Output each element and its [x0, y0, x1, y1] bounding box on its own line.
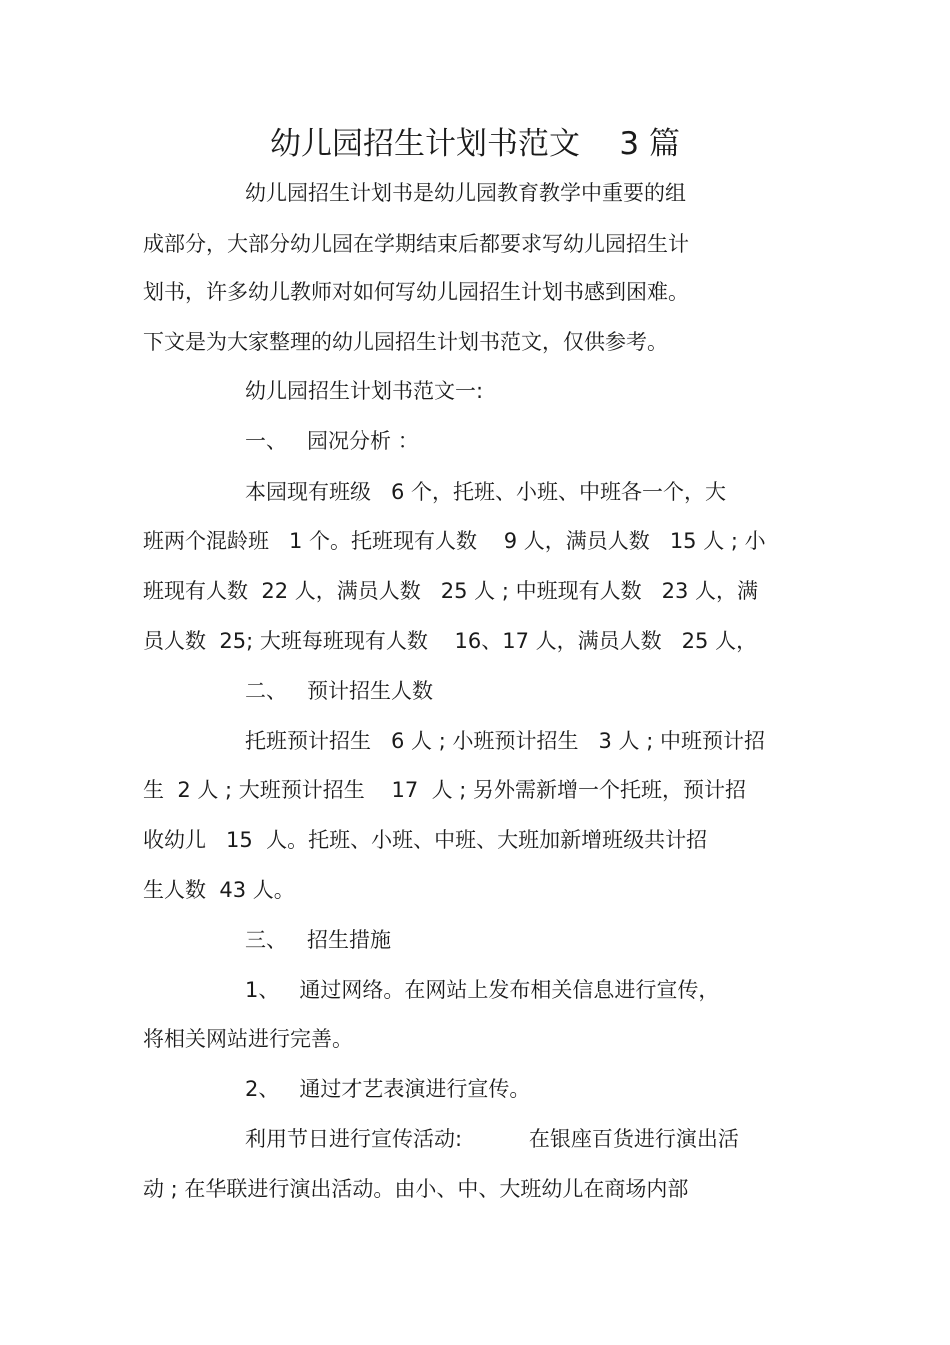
paragraph-line: 划书，许多幼儿教师对如何写幼儿园招生计划书感到困难。 [143, 280, 689, 304]
paragraph-line: 成部分，大部分幼儿园在学期结束后都要求写幼儿园招生计 [143, 232, 689, 256]
paragraph-line: 动 ; 在华联进行演出活动。由小、中、大班幼儿在商场内部 [143, 1177, 689, 1201]
paragraph-line: 下文是为大家整理的幼儿园招生计划书范文，仅供参考。 [143, 330, 668, 354]
list-item: 2、 通过才艺表演进行宣传。 [245, 1077, 531, 1101]
paragraph-line: 利用节日进行宣传活动: 在银座百货进行演出活 [245, 1127, 739, 1151]
document-title: 幼儿园招生计划书范文 3 篇 [270, 126, 680, 162]
paragraph-line: 将相关网站进行完善。 [143, 1027, 353, 1051]
paragraph-line: 幼儿园招生计划书是幼儿园教育教学中重要的组 [245, 181, 686, 205]
paragraph-line: 班现有人数 22 人，满员人数 25 人 ; 中班现有人数 23 人，满 [143, 579, 759, 603]
list-item: 1、 通过网络。在网站上发布相关信息进行宣传， [245, 978, 720, 1002]
section-heading: 一、 园况分析 ： [245, 429, 419, 453]
paragraph-line: 员人数 25; 大班每班现有人数 16、17 人，满员人数 25 人， [143, 629, 758, 653]
section-heading: 幼儿园招生计划书范文一: [245, 379, 484, 403]
section-heading: 三、 招生措施 [245, 928, 392, 952]
section-heading: 二、 预计招生人数 [245, 679, 434, 703]
paragraph-line: 收幼儿 15 人。托班、小班、中班、大班加新增班级共计招 [143, 828, 708, 852]
paragraph-line: 生 2 人 ; 大班预计招生 17 人 ; 另外需新增一个托班，预计招 [143, 778, 747, 802]
paragraph-line: 托班预计招生 6 人 ; 小班预计招生 3 人 ; 中班预计招 [245, 729, 765, 753]
paragraph-line: 生人数 43 人。 [143, 878, 295, 902]
paragraph-line: 班两个混龄班 1 个。托班现有人数 9 人，满员人数 15 人 ; 小 [143, 529, 766, 553]
paragraph-line: 本园现有班级 6 个，托班、小班、中班各一个，大 [245, 480, 727, 504]
